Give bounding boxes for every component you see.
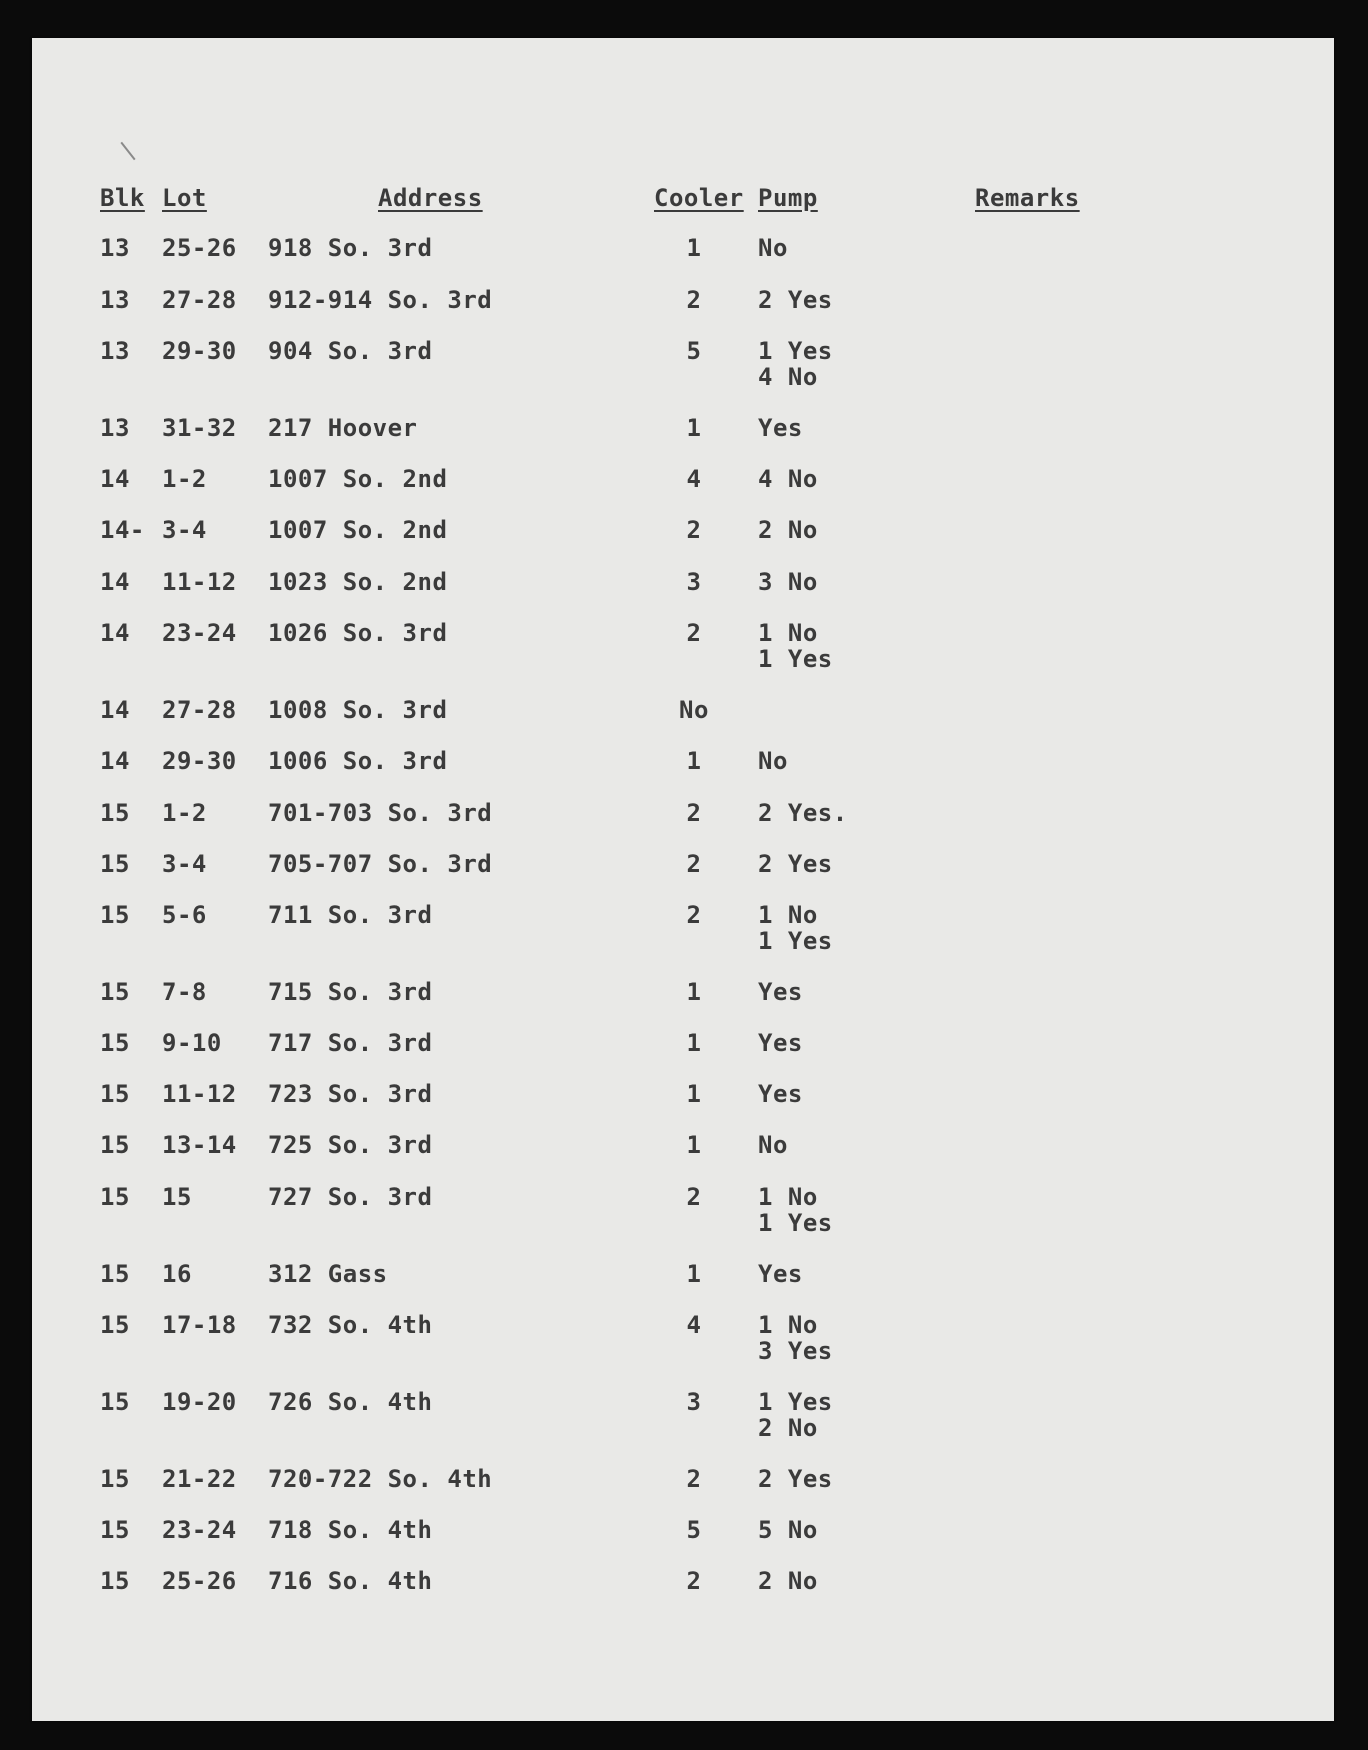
pump-line: 1 Yes <box>758 337 833 365</box>
cell-blk: 15 <box>100 799 130 827</box>
cell-cooler: 3 <box>686 568 702 596</box>
cell-lot: 23-24 <box>162 1516 237 1544</box>
pump-line: 1 Yes <box>758 1209 833 1237</box>
cell-pump <box>758 466 818 492</box>
cell-cooler: 2 <box>686 799 702 827</box>
cell-blk: 15 <box>100 1311 130 1339</box>
pump-line: Yes <box>758 1029 803 1057</box>
pump-line: 2 No <box>758 1567 818 1595</box>
pump-line: Yes <box>758 978 803 1006</box>
cell-blk: 15 <box>100 1029 130 1057</box>
cell-lot: 31-32 <box>162 414 237 442</box>
cell-cooler: 5 <box>686 337 702 365</box>
cell-lot: 15 <box>162 1183 192 1211</box>
header-cooler: Cooler <box>654 184 744 212</box>
cell-blk: 15 <box>100 1567 130 1595</box>
cell-cooler: 2 <box>686 901 702 929</box>
cell-address: 701-703 So. 3rd <box>268 799 493 827</box>
cell-lot: 29-30 <box>162 337 237 365</box>
cell-cooler: 1 <box>686 978 702 1006</box>
cell-lot: 9-10 <box>162 1029 222 1057</box>
cell-cooler: 4 <box>686 1311 702 1339</box>
cell-cooler: 1 <box>686 1131 702 1159</box>
cell-blk: 15 <box>100 1465 130 1493</box>
cell-address: 1007 So. 2nd <box>268 465 448 493</box>
cell-lot: 19-20 <box>162 1388 237 1416</box>
cell-address: 732 So. 4th <box>268 1311 433 1339</box>
cell-lot: 25-26 <box>162 1567 237 1595</box>
cell-cooler: 5 <box>686 1516 702 1544</box>
cell-pump <box>758 1030 803 1056</box>
cell-lot: 11-12 <box>162 568 237 596</box>
pump-line: 2 Yes <box>758 850 833 878</box>
cell-blk: 15 <box>100 1080 130 1108</box>
cell-blk: 15 <box>100 1516 130 1544</box>
cell-cooler: 2 <box>686 850 702 878</box>
cell-blk: 13 <box>100 414 130 442</box>
cell-address: 918 So. 3rd <box>268 234 433 262</box>
pump-line: 2 No <box>758 516 818 544</box>
cell-address: 1006 So. 3rd <box>268 747 448 775</box>
cell-pump <box>758 1132 788 1158</box>
cell-address: 711 So. 3rd <box>268 901 433 929</box>
cell-address: 720-722 So. 4th <box>268 1465 493 1493</box>
cell-blk: 13 <box>100 234 130 262</box>
cell-blk: 13 <box>100 337 130 365</box>
cell-lot: 3-4 <box>162 850 207 878</box>
cell-address: 726 So. 4th <box>268 1388 433 1416</box>
pump-line: No <box>758 747 788 775</box>
cell-lot: 17-18 <box>162 1311 237 1339</box>
pump-line: 1 Yes <box>758 1388 833 1416</box>
cell-cooler: 2 <box>686 1183 702 1211</box>
cell-blk: 14 <box>100 619 130 647</box>
cell-blk: 15 <box>100 1131 130 1159</box>
cell-cooler: 1 <box>686 1080 702 1108</box>
cell-blk: 14 <box>100 747 130 775</box>
cell-blk: 14 <box>100 568 130 596</box>
cell-address: 723 So. 3rd <box>268 1080 433 1108</box>
cell-lot: 7-8 <box>162 978 207 1006</box>
cell-address: 725 So. 3rd <box>268 1131 433 1159</box>
cell-cooler: 1 <box>686 747 702 775</box>
cell-pump <box>758 1261 803 1287</box>
pump-line: 1 Yes <box>758 927 833 955</box>
cell-pump <box>758 1568 818 1594</box>
cell-cooler: 2 <box>686 516 702 544</box>
cell-blk: 15 <box>100 901 130 929</box>
cell-blk: 14 <box>100 465 130 493</box>
pump-line: No <box>758 1131 788 1159</box>
cell-cooler: 2 <box>686 1465 702 1493</box>
header-blk: Blk <box>100 184 145 212</box>
cell-address: 718 So. 4th <box>268 1516 433 1544</box>
header-lot: Lot <box>162 184 207 212</box>
pump-line: Yes <box>758 414 803 442</box>
cell-address: 904 So. 3rd <box>268 337 433 365</box>
cell-pump <box>758 1312 833 1364</box>
pump-line: 5 No <box>758 1516 818 1544</box>
cell-address: 912-914 So. 3rd <box>268 286 493 314</box>
cell-lot: 13-14 <box>162 1131 237 1159</box>
cell-address: 312 Gass <box>268 1260 388 1288</box>
cell-lot: 5-6 <box>162 901 207 929</box>
cell-lot: 11-12 <box>162 1080 237 1108</box>
cell-blk: 15 <box>100 1388 130 1416</box>
pump-line: 2 Yes <box>758 286 833 314</box>
cell-lot: 23-24 <box>162 619 237 647</box>
cell-pump <box>758 235 788 261</box>
pump-line: 2 Yes. <box>758 799 848 827</box>
cell-address: 727 So. 3rd <box>268 1183 433 1211</box>
pump-line: 2 Yes <box>758 1465 833 1493</box>
cell-address: 1007 So. 2nd <box>268 516 448 544</box>
cell-address: 705-707 So. 3rd <box>268 850 493 878</box>
pump-line: 1 No <box>758 1183 818 1211</box>
cell-cooler: 1 <box>686 1260 702 1288</box>
cell-pump <box>758 517 818 543</box>
pump-line: 3 No <box>758 568 818 596</box>
cell-lot: 27-28 <box>162 696 237 724</box>
pump-line: 1 No <box>758 901 818 929</box>
cell-address: 217 Hoover <box>268 414 418 442</box>
cell-blk: 13 <box>100 286 130 314</box>
cell-pump <box>758 800 848 826</box>
cell-cooler: No <box>679 696 709 724</box>
cell-pump <box>758 1184 833 1236</box>
cell-address: 1008 So. 3rd <box>268 696 448 724</box>
pump-line: No <box>758 234 788 262</box>
cell-blk: 15 <box>100 850 130 878</box>
header-remarks: Remarks <box>975 184 1080 212</box>
cell-lot: 3-4 <box>162 516 207 544</box>
cell-lot: 1-2 <box>162 799 207 827</box>
pump-line: Yes <box>758 1080 803 1108</box>
cell-address: 1026 So. 3rd <box>268 619 448 647</box>
cell-pump <box>758 1081 803 1107</box>
pump-line: 4 No <box>758 465 818 493</box>
cell-cooler: 2 <box>686 286 702 314</box>
pump-line: 4 No <box>758 363 818 391</box>
cell-blk: 15 <box>100 1260 130 1288</box>
cell-cooler: 2 <box>686 1567 702 1595</box>
cell-pump <box>758 1466 833 1492</box>
cell-cooler: 4 <box>686 465 702 493</box>
cell-blk: 15 <box>100 1183 130 1211</box>
cell-lot: 27-28 <box>162 286 237 314</box>
cell-pump <box>758 569 818 595</box>
pump-line: 2 No <box>758 1414 818 1442</box>
cell-address: 1023 So. 2nd <box>268 568 448 596</box>
pump-line: 1 Yes <box>758 645 833 673</box>
cell-address: 717 So. 3rd <box>268 1029 433 1057</box>
cell-pump <box>758 620 833 672</box>
cell-cooler: 2 <box>686 619 702 647</box>
header-pump: Pump <box>758 184 818 212</box>
cell-lot: 16 <box>162 1260 192 1288</box>
cell-pump <box>758 748 788 774</box>
cell-pump <box>758 1517 818 1543</box>
cell-pump <box>758 415 803 441</box>
cell-pump <box>758 1389 833 1441</box>
cell-cooler: 1 <box>686 1029 702 1057</box>
cell-lot: 21-22 <box>162 1465 237 1493</box>
cell-address: 715 So. 3rd <box>268 978 433 1006</box>
cell-pump <box>758 287 833 313</box>
pump-line: 3 Yes <box>758 1337 833 1365</box>
cell-lot: 1-2 <box>162 465 207 493</box>
cell-lot: 25-26 <box>162 234 237 262</box>
cell-blk: 14- <box>100 516 145 544</box>
cell-pump <box>758 851 833 877</box>
cell-address: 716 So. 4th <box>268 1567 433 1595</box>
pump-line: 1 No <box>758 619 818 647</box>
pump-line: Yes <box>758 1260 803 1288</box>
cell-blk: 15 <box>100 978 130 1006</box>
cell-blk: 14 <box>100 696 130 724</box>
header-address: Address <box>378 184 483 212</box>
pump-line: 1 No <box>758 1311 818 1339</box>
cell-pump <box>758 979 803 1005</box>
cell-pump <box>758 338 833 390</box>
cell-pump <box>758 902 833 954</box>
cell-lot: 29-30 <box>162 747 237 775</box>
cell-cooler: 1 <box>686 414 702 442</box>
cell-cooler: 1 <box>686 234 702 262</box>
cell-cooler: 3 <box>686 1388 702 1416</box>
